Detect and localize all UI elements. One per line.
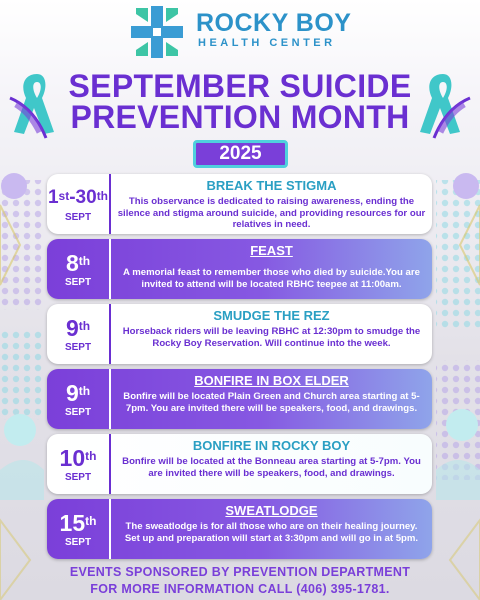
page-title-line2: PREVENTION MONTH bbox=[70, 99, 410, 135]
event-month: SEPT bbox=[64, 211, 92, 223]
brand-name: ROCKY BOY bbox=[196, 9, 352, 37]
event-title: BONFIRE IN ROCKY BOY bbox=[192, 438, 351, 453]
event-description: Bonfire will be located at the Bonneau area starting at 5-7pm. You are invited there will be speakers, food, and drawings. bbox=[122, 456, 421, 479]
event-date bbox=[47, 434, 111, 494]
event-card-bonfire-box-elder bbox=[47, 369, 432, 429]
event-day: 9 bbox=[65, 314, 79, 341]
event-day: 8 bbox=[65, 249, 79, 276]
event-date bbox=[47, 499, 111, 559]
event-title: SMUDGE THE REZ bbox=[213, 308, 330, 323]
event-date bbox=[47, 369, 111, 429]
event-card-sweatlodge bbox=[47, 499, 432, 559]
footer-sponsor: EVENTS SPONSORED BY PREVENTION DEPARTMENT bbox=[69, 565, 411, 579]
event-date bbox=[47, 304, 111, 364]
event-month: SEPT bbox=[64, 276, 92, 288]
event-day-suffix: th bbox=[78, 253, 91, 268]
event-day-suffix: th bbox=[78, 318, 91, 333]
event-title: BREAK THE STIGMA bbox=[206, 178, 337, 193]
event-day-end-suffix: th bbox=[96, 188, 109, 203]
event-description: The sweatlodge is for all those who are on their healing journey. Set up and preparation will start at 3:30pm and will go in at 5pm. bbox=[124, 521, 419, 544]
event-month: SEPT bbox=[64, 536, 92, 548]
event-month: SEPT bbox=[64, 406, 92, 418]
event-day-suffix: th bbox=[85, 448, 97, 463]
event-description: This observance is dedicated to raising awareness, ending the silence and stigma around suicide, and providing resources for our relatives in need. bbox=[117, 196, 426, 230]
event-month: SEPT bbox=[64, 471, 92, 483]
event-card-break-the-stigma bbox=[47, 174, 432, 234]
year-badge: 2025 bbox=[193, 140, 288, 168]
event-day: 15 bbox=[59, 509, 86, 536]
event-description: Bonfire will be located Plain Green and Church area starting at 5-7pm. You are invited there will be speakers, food, and drawings. bbox=[123, 391, 420, 414]
event-card-bonfire-rocky-boy bbox=[47, 434, 432, 494]
event-description: Horseback riders will be leaving RBHC at 12:30pm to smudge the Rocky Boy Reservation. Will continue into the week. bbox=[122, 326, 421, 349]
event-day-suffix: th bbox=[85, 513, 97, 528]
event-date bbox=[47, 239, 111, 299]
event-description: A memorial feast to remember those who died by suicide.You are invited to attend will be located RBHC teepee at 11:00am. bbox=[123, 267, 420, 290]
event-card-smudge-the-rez bbox=[47, 304, 432, 364]
event-day-suffix: th bbox=[78, 383, 91, 398]
cross-feather-logo-icon bbox=[128, 4, 186, 60]
event-day: 1 bbox=[47, 186, 59, 208]
event-day-end: -30 bbox=[69, 186, 97, 208]
event-date bbox=[47, 174, 111, 234]
event-title: FEAST bbox=[250, 243, 293, 258]
footer-contact: FOR MORE INFORMATION CALL (406) 395-1781. bbox=[90, 582, 390, 596]
event-card-feast bbox=[47, 239, 432, 299]
event-day: 10 bbox=[59, 444, 86, 471]
event-title: SWEATLODGE bbox=[225, 503, 318, 518]
event-day-suffix: st bbox=[58, 188, 70, 203]
event-day: 9 bbox=[65, 379, 79, 406]
event-month: SEPT bbox=[64, 341, 92, 353]
header bbox=[0, 0, 480, 66]
event-title: BONFIRE IN BOX ELDER bbox=[194, 373, 349, 388]
page-title-line1: SEPTEMBER SUICIDE bbox=[68, 68, 412, 104]
brand-subtitle: HEALTH CENTER bbox=[198, 37, 336, 49]
